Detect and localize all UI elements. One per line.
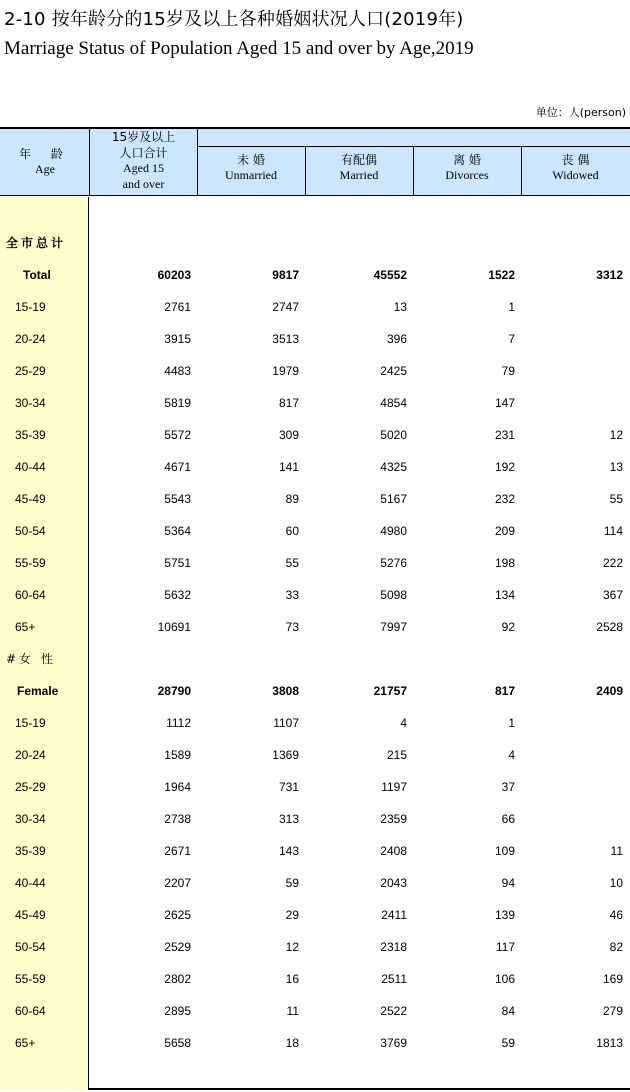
cell-unmarried: 1979	[272, 364, 299, 378]
section-heading-female	[0, 643, 630, 675]
cell-divorced: 817	[494, 684, 515, 698]
table-row	[0, 387, 630, 419]
header-married-cn: 有配偶	[340, 153, 377, 167]
cell-total: 1589	[164, 748, 191, 762]
cell-total: 2895	[164, 1004, 191, 1018]
cell-widowed: 12	[609, 428, 623, 442]
header-divider	[197, 129, 198, 196]
cell-unmarried: 33	[285, 588, 299, 602]
cell-total: 4483	[164, 364, 191, 378]
cell-divorced: 231	[494, 428, 515, 442]
cell-unmarried: 60	[285, 524, 299, 538]
cell-widowed: 114	[603, 524, 623, 538]
row-age: 55-59	[15, 972, 46, 986]
cell-married: 4854	[380, 396, 407, 410]
cell-unmarried: 143	[278, 844, 299, 858]
cell-widowed: 55	[609, 492, 623, 506]
cell-divorced: 1	[508, 300, 515, 314]
cell-total: 5819	[164, 396, 191, 410]
header-widowed-cn: 丧 偶	[561, 153, 590, 167]
row-age: 30-34	[15, 396, 46, 410]
cell-unmarried: 73	[285, 620, 299, 634]
cell-total: 5658	[164, 1036, 191, 1050]
cell-married: 3769	[380, 1036, 407, 1050]
table-row	[0, 867, 630, 899]
cell-unmarried: 2747	[272, 300, 299, 314]
cell-widowed: 82	[609, 940, 623, 954]
table-row	[0, 483, 630, 515]
cell-total: 5572	[164, 428, 191, 442]
cell-married: 2043	[380, 876, 407, 890]
row-age: 40-44	[15, 460, 46, 474]
cell-married: 5276	[380, 556, 407, 570]
cell-divorced: 4	[508, 748, 515, 762]
row-age: 25-29	[15, 364, 46, 378]
header-divider	[413, 146, 414, 196]
header-age	[0, 147, 90, 177]
table-row	[0, 355, 630, 387]
cell-total: 3915	[164, 332, 191, 346]
cell-unmarried: 1107	[273, 716, 299, 730]
header-widowed-en: Widowed	[552, 168, 599, 182]
row-age: 45-49	[15, 492, 46, 506]
cell-divorced: 147	[494, 396, 515, 410]
cell-widowed: 11	[610, 844, 623, 858]
cell-married: 45552	[373, 268, 407, 282]
table-row	[0, 835, 630, 867]
cell-divorced: 94	[501, 876, 515, 890]
row-age: 15-19	[15, 300, 46, 314]
cell-widowed: 279	[602, 1004, 623, 1018]
cell-married: 2411	[381, 908, 407, 922]
cell-divorced: 198	[494, 556, 515, 570]
row-age: 60-64	[15, 1004, 46, 1018]
cell-unmarried: 3513	[272, 332, 299, 346]
cell-total: 2625	[164, 908, 191, 922]
cell-unmarried: 12	[285, 940, 299, 954]
cell-total: 1964	[164, 780, 191, 794]
cell-divorced: 109	[494, 844, 515, 858]
data-table	[0, 127, 630, 1090]
cell-divorced: 134	[494, 588, 515, 602]
header-widowed	[521, 153, 630, 183]
cell-divorced: 192	[494, 460, 515, 474]
cell-married: 7997	[380, 620, 407, 634]
cell-total: 5632	[164, 588, 191, 602]
row-age: 40-44	[15, 876, 46, 890]
table-row	[0, 803, 630, 835]
cell-unmarried: 1369	[272, 748, 299, 762]
cell-married: 2408	[380, 844, 407, 858]
cell-total: 2671	[164, 844, 191, 858]
table-row	[0, 515, 630, 547]
cell-unmarried: 3808	[272, 684, 299, 698]
table-row	[0, 931, 630, 963]
cell-married: 13	[393, 300, 407, 314]
cell-total: 10691	[157, 620, 191, 634]
row-age: 55-59	[15, 556, 46, 570]
cell-total: 5751	[164, 556, 191, 570]
header-unmarried	[197, 153, 305, 183]
cell-married: 4325	[380, 460, 407, 474]
cell-divorced: 232	[494, 492, 515, 506]
cell-divorced: 209	[494, 524, 515, 538]
cell-unmarried: 9817	[272, 268, 299, 282]
header-divider	[305, 146, 306, 196]
cell-married: 2318	[380, 940, 407, 954]
cell-divorced: 7	[508, 332, 515, 346]
cell-married: 21757	[373, 684, 407, 698]
table-row	[0, 707, 630, 739]
table-header	[0, 129, 630, 196]
header-total-cn: 15岁及以上人口合计	[111, 130, 176, 160]
header-unmarried-en: Unmarried	[225, 168, 277, 182]
cell-married: 2425	[380, 364, 407, 378]
table-row	[0, 291, 630, 323]
cell-total: 2761	[164, 300, 191, 314]
table-row	[0, 739, 630, 771]
cell-widowed: 2528	[596, 620, 623, 634]
cell-married: 5098	[380, 588, 407, 602]
row-age: 15-19	[15, 716, 46, 730]
header-married-en: Married	[339, 168, 379, 182]
cell-widowed: 169	[602, 972, 623, 986]
cell-married: 396	[386, 332, 407, 346]
row-age: Female	[17, 684, 59, 698]
table-row	[0, 451, 630, 483]
header-divorced-en: Divorces	[445, 168, 489, 182]
cell-widowed: 13	[609, 460, 623, 474]
cell-total: 60203	[157, 268, 191, 282]
cell-divorced: 92	[501, 620, 515, 634]
cell-widowed: 46	[609, 908, 623, 922]
cell-total: 4671	[164, 460, 191, 474]
section-heading-city-total	[0, 227, 630, 259]
header-married	[305, 153, 413, 183]
row-age: 35-39	[15, 844, 46, 858]
header-age-en: Age	[35, 162, 55, 176]
cell-total: 2738	[164, 812, 191, 826]
cell-divorced: 106	[494, 972, 515, 986]
table-row	[0, 675, 630, 707]
cell-divorced: 117	[495, 940, 515, 954]
section-label: #女 性	[6, 652, 56, 666]
header-age-cn: 年 龄	[19, 147, 71, 161]
cell-married: 215	[386, 748, 407, 762]
cell-unmarried: 141	[278, 460, 299, 474]
header-divider	[521, 146, 522, 196]
row-age: 65+	[15, 1036, 36, 1050]
cell-married: 4980	[380, 524, 407, 538]
table-row	[0, 323, 630, 355]
table-row	[0, 547, 630, 579]
header-divorced	[413, 153, 521, 183]
table-row	[0, 963, 630, 995]
table-row	[0, 419, 630, 451]
table-row	[0, 259, 630, 291]
table-row	[0, 771, 630, 803]
cell-divorced: 66	[501, 812, 515, 826]
page-title-chinese: 2-10 按年龄分的15岁及以上各种婚姻状况人口(2019年)	[4, 9, 464, 30]
row-age: 50-54	[15, 524, 46, 538]
cell-divorced: 1522	[488, 268, 515, 282]
cell-unmarried: 817	[278, 396, 299, 410]
table-row	[0, 579, 630, 611]
cell-total: 2207	[164, 876, 191, 890]
header-total-en: Aged 15 and over	[122, 161, 165, 191]
cell-unmarried: 55	[285, 556, 299, 570]
cell-unmarried: 29	[285, 908, 299, 922]
table-row	[0, 995, 630, 1027]
row-age: 60-64	[15, 588, 46, 602]
cell-married: 1197	[381, 780, 407, 794]
cell-unmarried: 11	[286, 1004, 299, 1018]
row-age: 20-24	[15, 332, 46, 346]
table-row	[0, 1027, 630, 1059]
cell-total: 5543	[164, 492, 191, 506]
cell-married: 2522	[380, 1004, 407, 1018]
cell-married: 2511	[381, 972, 407, 986]
row-age: 25-29	[15, 780, 46, 794]
cell-divorced: 37	[501, 780, 515, 794]
cell-divorced: 79	[501, 364, 515, 378]
row-age: 20-24	[15, 748, 46, 762]
table-row	[0, 899, 630, 931]
cell-widowed: 1813	[596, 1036, 623, 1050]
cell-married: 2359	[380, 812, 407, 826]
cell-total: 5364	[164, 524, 191, 538]
row-age: 35-39	[15, 428, 46, 442]
cell-unmarried: 59	[285, 876, 299, 890]
cell-widowed: 367	[602, 588, 623, 602]
cell-unmarried: 18	[285, 1036, 299, 1050]
cell-unmarried: 731	[278, 780, 299, 794]
unit-label: 单位：人(person)	[535, 106, 626, 119]
cell-unmarried: 89	[285, 492, 299, 506]
cell-unmarried: 313	[278, 812, 299, 826]
cell-divorced: 84	[501, 1004, 515, 1018]
row-age: Total	[23, 268, 51, 282]
header-unmarried-cn: 未 婚	[237, 153, 265, 167]
cell-widowed: 10	[609, 876, 623, 890]
cell-married: 5020	[380, 428, 407, 442]
cell-divorced: 1	[508, 716, 515, 730]
row-age: 65+	[15, 620, 36, 634]
cell-total: 2802	[164, 972, 191, 986]
page-title-english: Marriage Status of Population Aged 15 and over by Age,2019	[4, 38, 474, 59]
cell-total: 2529	[164, 940, 191, 954]
cell-widowed: 3312	[596, 268, 623, 282]
cell-divorced: 59	[501, 1036, 515, 1050]
header-total	[90, 130, 197, 192]
table-row	[0, 611, 630, 643]
section-label: 全市总计	[6, 236, 67, 250]
cell-married: 4	[400, 716, 407, 730]
header-divorced-cn: 离 婚	[453, 153, 481, 167]
cell-widowed: 222	[602, 556, 623, 570]
header-divider	[89, 129, 90, 196]
cell-total: 28790	[157, 684, 191, 698]
cell-total: 1112	[166, 716, 191, 730]
cell-married: 5167	[380, 492, 407, 506]
cell-unmarried: 16	[285, 972, 299, 986]
row-age: 45-49	[15, 908, 46, 922]
cell-divorced: 139	[494, 908, 515, 922]
row-age: 30-34	[15, 812, 46, 826]
row-age: 50-54	[15, 940, 46, 954]
cell-unmarried: 309	[278, 428, 299, 442]
cell-widowed: 2409	[596, 684, 623, 698]
